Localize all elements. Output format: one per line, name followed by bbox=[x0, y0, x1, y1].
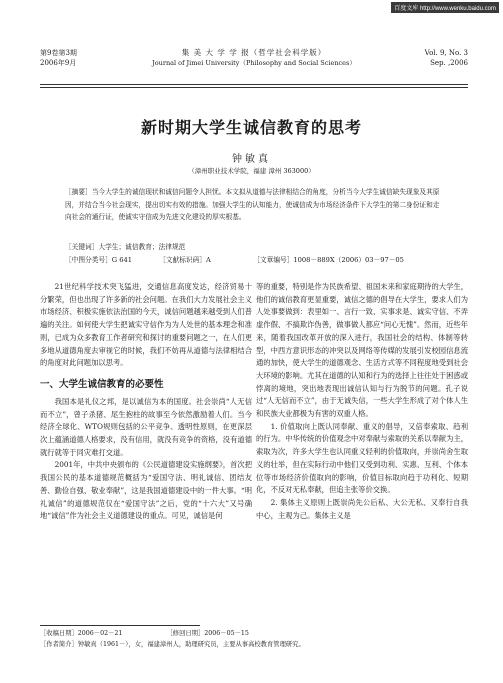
paragraph: 等的重要，特别是作为民族希望、祖国未来和家庭期待的大学生，他们的诚信教育更显重要，诚信之德的倡导在大学生，要求人们为人处事要做到：表里如一、言行一致、实事求是、诚实守信、不弄虚作假、不搞欺诈伪善，做事做人都应“问心无愧”。然而，近些年来，随着我国改革开放的深入进行，我国社会的结构、体制等转型，中西方意识形态的冲突以及网络等传媒的发展引发校园信息流通的加快，使大学生的道德观念、生活方式等不同程度地受到社会大环境的影响。尤其在道德的认知和行为的选择上往往处于困惑或悖离的境地，突出地表现出诚信认知与行为脱节的问题。孔子说过“人无信而不立”，由于无诚失信，一些大学生形成了对个体人生和民族大业都极为有害的双重人格。 bbox=[256, 282, 468, 419]
article-title: 新时期大学生诚信教育的思考 bbox=[140, 118, 362, 137]
header-rule-thin bbox=[40, 87, 468, 88]
journal-name-en: Journal of Jimei University（Philosophy and Social Sciences） bbox=[152, 59, 356, 67]
revised-date: ［修回日期］2006－05－15 bbox=[166, 630, 249, 637]
header-rule-thick bbox=[40, 84, 468, 85]
body-column-right bbox=[256, 281, 468, 522]
header-right bbox=[425, 48, 468, 68]
abstract: ［摘要］当今大学生的诚信现状和诚信问题令人担忧。本文拟从道德与法律相结合的角度，分析当今大学生诚信缺失现象及其原因，并结合当今社会现实，提出切实有效的措施。加强大学生的认知能力，使诚信成为市场经济条件下大学生的第二身份证和走向社会的通行证，使诚实守信成为先进文化建设的厚实根基。 bbox=[65, 188, 440, 221]
received-date: ［收稿日期］2006－02－21 bbox=[40, 630, 123, 637]
watermark: 百度文库 http://www.wenku.baidu.com bbox=[391, 2, 499, 13]
footnote bbox=[40, 628, 468, 650]
paragraph: 21世纪科学技术突飞猛进，交通信息高度发达，经济贸易十分繁荣，但也出现了许多新的社会问题。在我们大力发展社会主义市场经济、积极实施依法治国的今天，诚信问题越来越受到人们普遍的关注。如何使大学生把诚实守信作为为人处世的基本理念和准则，已成为众多教育工作者研究和探讨的重要问题之一，在人们更多地从道德角度去审视它的时候，我们不妨再从道德与法律相结合的角度对此问题加以思考。 bbox=[40, 282, 252, 368]
volume-cn: 第9卷第3期 bbox=[40, 49, 77, 57]
date-cn: 2006年9月 bbox=[40, 59, 77, 67]
journal-name-cn: 集 美 大 学 学 报（哲学社会科学版） bbox=[181, 48, 327, 57]
paragraph: 2. 集体主义原则上既崇尚先公后私、大公无私、又奉行自我中心，主观为己。集体主义是 bbox=[256, 497, 468, 520]
footnote-rule bbox=[40, 625, 200, 626]
header-center bbox=[40, 48, 468, 68]
author-name: 钟敏真 bbox=[232, 154, 271, 165]
paragraph: 1. 价值取向上既认同奉献、重义的倡导，又倍奉索取、趋利的行为。中华传统的价值观念中对奉献与索取的关系以奉献为主，索取为次，许多大学生也认同重义轻利的价值取向，并崇尚舍生取义的壮举，但在实际行动中他们又受到功利、实惠、互利、个体本位等市场经济价值取向的影响，价值目标取向趋于功利化、短期化，不反对无私奉献，但追主张等价交换。 bbox=[256, 421, 468, 495]
author-affiliation: （漳州职业技术学院，福建 漳州 363000） bbox=[188, 167, 315, 175]
paragraph: 2001年，中共中央颁布的《公民道德建设实施纲要》，首次把我国公民的基本道德规范概括为“爱国守法、明礼诚信、团结友善、勤俭自强、敬业奉献”，这是我国道德建设中的一件大事。“明礼诚信”的道德规范仅在“爱国守法”之后，党的“十六大”又号确地“诚信”作为社会主义道德建设的重点。可见，诚信是何 bbox=[40, 460, 252, 521]
clc-number: ［中图分类号］G 641 bbox=[65, 256, 133, 264]
volume-en: Vol. 9, No. 3 bbox=[424, 49, 468, 57]
keywords: ［关键词］大学生；诚信教育；法律规范 bbox=[65, 243, 186, 251]
document-code: ［文献标识码］A bbox=[159, 256, 211, 264]
paragraph: 我国本是礼仪之邦，是以诚信为本的国度。社会崇尚“人无信而不立”，曾子杀猪、尾生抱柱的故事至今依然激励着人们。当今经济全球化、WTO规则包括的公平竞争、透明性原则，在更深层次上蕴涵道德人格要求，没有信用，就没有竞争的资格，没有道德就行就等于同灾难打交道。 bbox=[40, 396, 252, 457]
article-number: ［文章编号］1008－889X（2006）03－97－05 bbox=[253, 256, 404, 264]
classification-line bbox=[65, 254, 445, 267]
section-heading: 一、大学生诚信教育的必要性 bbox=[40, 378, 164, 390]
date-en: Sep. ,2006 bbox=[430, 59, 468, 67]
author-bio: ［作者简介］钟敏真（1961－），女，福建漳州人，助理研究员，主要从事高校教育管理研究。 bbox=[40, 641, 305, 648]
body-column-left bbox=[40, 281, 252, 523]
